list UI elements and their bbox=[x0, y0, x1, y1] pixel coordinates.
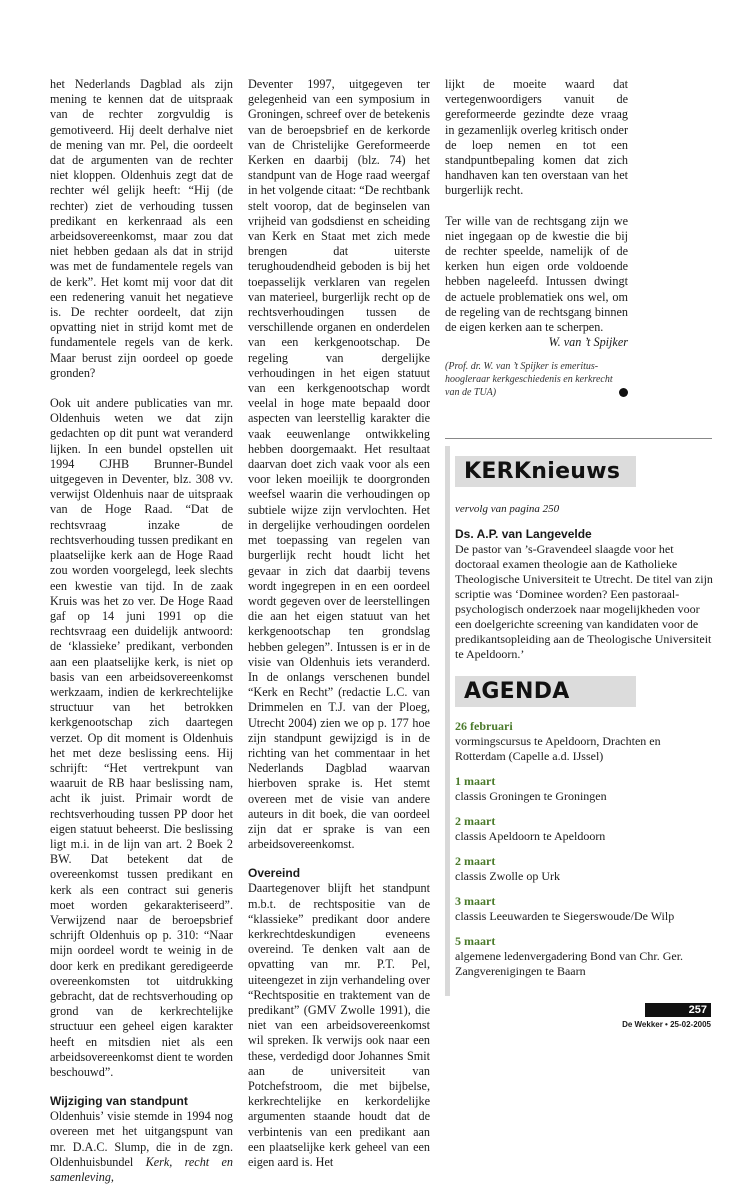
issue-info: De Wekker • 25-02-2005 bbox=[622, 1020, 711, 1029]
agenda-item bbox=[455, 854, 713, 884]
paragraph: lijkt de moeite waard dat vertegenwoordigers vanuit de gereformeerde gezindte deze vraag in gezamenlijk overleg kritisch onder de loep nemen en tot een standpuntbepaling komen dat zich handhaven kan ten overstaan van het burgerlijk recht. bbox=[445, 77, 628, 198]
agenda-date: 1 maart bbox=[455, 774, 496, 788]
author-bio bbox=[445, 360, 628, 399]
continued-note: vervolg van pagina 250 bbox=[455, 503, 560, 515]
agenda-item bbox=[455, 774, 713, 804]
agenda-list bbox=[455, 719, 713, 989]
author-bio-text: (Prof. dr. W. van ’t Spijker is emeritus-hoogleraar kerkgeschiedenis en kerkrecht van de TUA) bbox=[445, 361, 613, 399]
page-number: 257 bbox=[645, 1003, 711, 1017]
agenda-date: 2 maart bbox=[455, 814, 496, 828]
agenda-date: 26 februari bbox=[455, 719, 513, 733]
agenda-text: classis Leeuwarden te Siegerswoude/De Wilp bbox=[455, 909, 675, 923]
end-mark-icon bbox=[619, 388, 628, 397]
agenda-date: 2 maart bbox=[455, 854, 496, 868]
section-heading: Wijziging van standpunt bbox=[50, 1094, 188, 1109]
paragraph: Deventer 1997, uitgegeven ter gelegenheid van een symposium in Groningen, schreef over de betekenis van de beroepsbrief en de kerkorde van de Christelijke Gereformeerde Kerken en daarbij (blz. 74) het standpunt van de Hoge raad weergaf in het volgende citaat: “De rechtbank stelt voorop, dat de beginselen van vrijheid van godsdienst en scheiding van Kerk en Staat met zich mede brengen dat uiterste terughoudendheid geboden is bij het toepasselijk verklaren van regelen van materieel, burgerlijk recht op de rechtsverhoudingen tussen de verschillende organen en onderdelen van een kerkgenootschap. De regeling van dergelijke verhoudingen in het eigen statuut van een kerkgenootschap wordt veelal in hoge mate bepaald door aspecten van leerstellig karakter die vaak eeuwenlange ontwikkeling hebben doorgemaakt. Het resultaat daarvan doet zich vaak voor als een voor leken moeilijk te doorgronden weefsel waarin die verhoudingen op subtiele wijze zijn vervlochten. Het in dergelijke verhoudingen oordelen met toepassing van regelen van burgerlijk recht houdt licht het gevaar in zich dat daarbij tevens wordt ingegrepen in en een oordeel wordt gegeven over de leerstellingen die aan het eigen statuut van het kerkgenootschap ten grondslag hebben gelegen”. Intussen is er in de visie van Oldenhuis iets veranderd. In de onlangs verschenen bundel “Kerk en Recht” (redactie L.C. van Drimmelen en T.J. van der Ploeg, Utrecht 2004) zien we op p. 177 hoe zijn standpunt gewijzigd is in de richting van het commentaar in het Nederlands Dagblad waarvan hierboven sprake is. Het stemt overeen met de visie van andere auteurs in dit boek, die van oordeel zijn dat er sprake is van een arbeidsovereenkomst. bbox=[248, 77, 430, 852]
paragraph: Daartegenover blijft het standpunt m.b.t. de rechtspositie van de “klassieke” predikant door andere kerkrechtdeskundigen eveneens overeind. Te denken valt aan de opvatting van mr. P.T. Pel, uiteengezet in zijn verhandeling over “Rechtspositie en traktement van de predikant” (GMV Zwolle 1991), die niet van een arbeidsovereenkomst wil spreken. Ik verwijs ook naar een these, verdedigd door Johannes Smit aan de universiteit van Potchefstroom, die met bijbelse, kerkrechtelijke en kerkordelijke argumenten staande houdt dat de verbintenis van een predikant aan een plaatselijke kerk geheel van een eigen aard is. Het bbox=[248, 881, 430, 1170]
author-signature: W. van ’t Spijker bbox=[548, 335, 628, 350]
paragraph: Ook uit andere publicaties van mr. Oldenhuis weten we dat zijn gedachten op dit punt wat veranderd lijken. In een bundel opstellen uit 1994 CJHB Brunner-Bundel uitgegeven in Deventer, blz. 308 vv. verwijst Oldenhuis naar de uitspraak van de Hoge Raad. “Dat de rechtsvraag inzake de rechtsverhouding tussen predikant en plaatselijke kerk aan de Hoge Raad zou worden voorgelegd, leek slechts een kwestie van tijd. In de zaak Kruis was het zo ver. De Hoge Raad gaf op 14 juni 1991 op die rechtsvraag een duidelijk antwoord: de ‘klassieke’ predikant, verbonden aan een plaatselijke kerk, is niet op basis van een arbeidsovereenkomst werkzaam, indien de kerkrechtelijke structuur van het betrokken kerkgenootschap zich daartegen verzet. Op dit moment is Oldenhuis het met deze beslissing eens. Hij schrijft: “Het vertrekpunt van waaruit de RB haar beslissing nam, acht ik juist. Primair wordt de rechtsverhouding tussen PP door het eigen statuut beheerst. Die beslissing ligt m.i. in de lijn van art. 2 Boek 2 BW. Dat betekent dat de overeenkomst tussen predikant en kerk als een contract sui generis moet worden gekarakteriseerd”. Verwijzend naar de beroepsbrief schrijft Oldenhuis op p. 310: “Naar mijn oordeel wordt te weinig in de door kerk en predikant geredigeerde overeenkomsten tot uitdrukking gebracht, dat de rechtsverhouding op grond van de kerkrechtelijke structuur een geheel eigen karakter heeft en mitsdien niet als een arbeidsovereenkomst dient te worden beschouwd”. bbox=[50, 396, 233, 1079]
paragraph bbox=[50, 1109, 233, 1185]
agenda-text: classis Apeldoorn te Apeldoorn bbox=[455, 829, 606, 843]
agenda-text: algemene ledenvergadering Bond van Chr. Ger. Zangverenigingen te Baarn bbox=[455, 949, 684, 978]
article-column-3 bbox=[445, 77, 628, 399]
agenda-item bbox=[455, 719, 713, 764]
agenda-date: 5 maart bbox=[455, 934, 496, 948]
article-column-2 bbox=[248, 77, 430, 1170]
paragraph: Ter wille van de rechtsgang zijn we niet ingegaan op de kwestie die bij de rechter speelde, namelijk of de kerken hun eigen orde voldoende hebben nageleefd. Intussen dwingt de actuele problematiek ons wel, om de regeling van de rechtsgang binnen de eigen kerken aan te scherpen. bbox=[445, 213, 628, 335]
article-column-1 bbox=[50, 77, 233, 1185]
kerknieuws-banner: KERKnieuws bbox=[455, 456, 636, 487]
paragraph-text: Oldenhuis’ visie stemde in 1994 nog overeen met het uitgangspunt van mr. D.A.C. Slump, die in de zgn. Oldenhuisbundel bbox=[50, 1109, 233, 1169]
agenda-text: vormingscursus te Apeldoorn, Drachten en Rotterdam (Capelle a.d. IJssel) bbox=[455, 734, 661, 763]
agenda-item bbox=[455, 894, 713, 924]
kerknieuws-content bbox=[455, 502, 713, 662]
book-title: Kerk, recht en samenleving, bbox=[50, 1154, 233, 1185]
news-body: De pastor van ’s-Gravendeel slaagde voor het doctoraal examen theologie aan de Katholieke Theologische Universiteit te Utrecht. De titel van zijn scriptie was ‘Dominee worden? Een pastoraal-psychologisch onderzoek naar mogelijkheden voor een doelgerichte screening van kandidaten voor de predikantsopleiding aan de Theologische Universiteit te Apeldoorn.’ bbox=[455, 542, 713, 661]
section-heading: Overeind bbox=[248, 866, 301, 881]
agenda-text: classis Zwolle op Urk bbox=[455, 869, 560, 883]
paragraph: het Nederlands Dagblad als zijn mening te kennen dat de uitspraak van de rechter zorgvuldig is gemotiveerd. Hij deelt derhalve niet de mening van mr. Pel, die oordeelt dat de argumenten van de rechter niet kloppen. Oldenhuis zegt dat de rechter wél gelijk heeft: “Hij (de rechter) ziet de verhouding tussen predikant en kerkenraad als een arbeidsovereenkomst, maar zou dat niet hebben gedaan als dat in strijd was met de fundamentele regels van de kerk”. Het komt mij voor dat dit een redenering vanuit het negatieve is. De rechter oordeelt, dat zijn opvatting niet in strijd komt met de fundamentele regels van de kerk. Maar berust zijn oordeel op goede gronden? bbox=[50, 77, 233, 380]
news-title: Ds. A.P. van Langevelde bbox=[455, 527, 592, 541]
agenda-item bbox=[455, 934, 713, 979]
agenda-item bbox=[455, 814, 713, 844]
divider bbox=[445, 438, 712, 439]
agenda-text: classis Groningen te Groningen bbox=[455, 789, 607, 803]
agenda-date: 3 maart bbox=[455, 894, 496, 908]
agenda-banner: AGENDA bbox=[455, 676, 636, 707]
